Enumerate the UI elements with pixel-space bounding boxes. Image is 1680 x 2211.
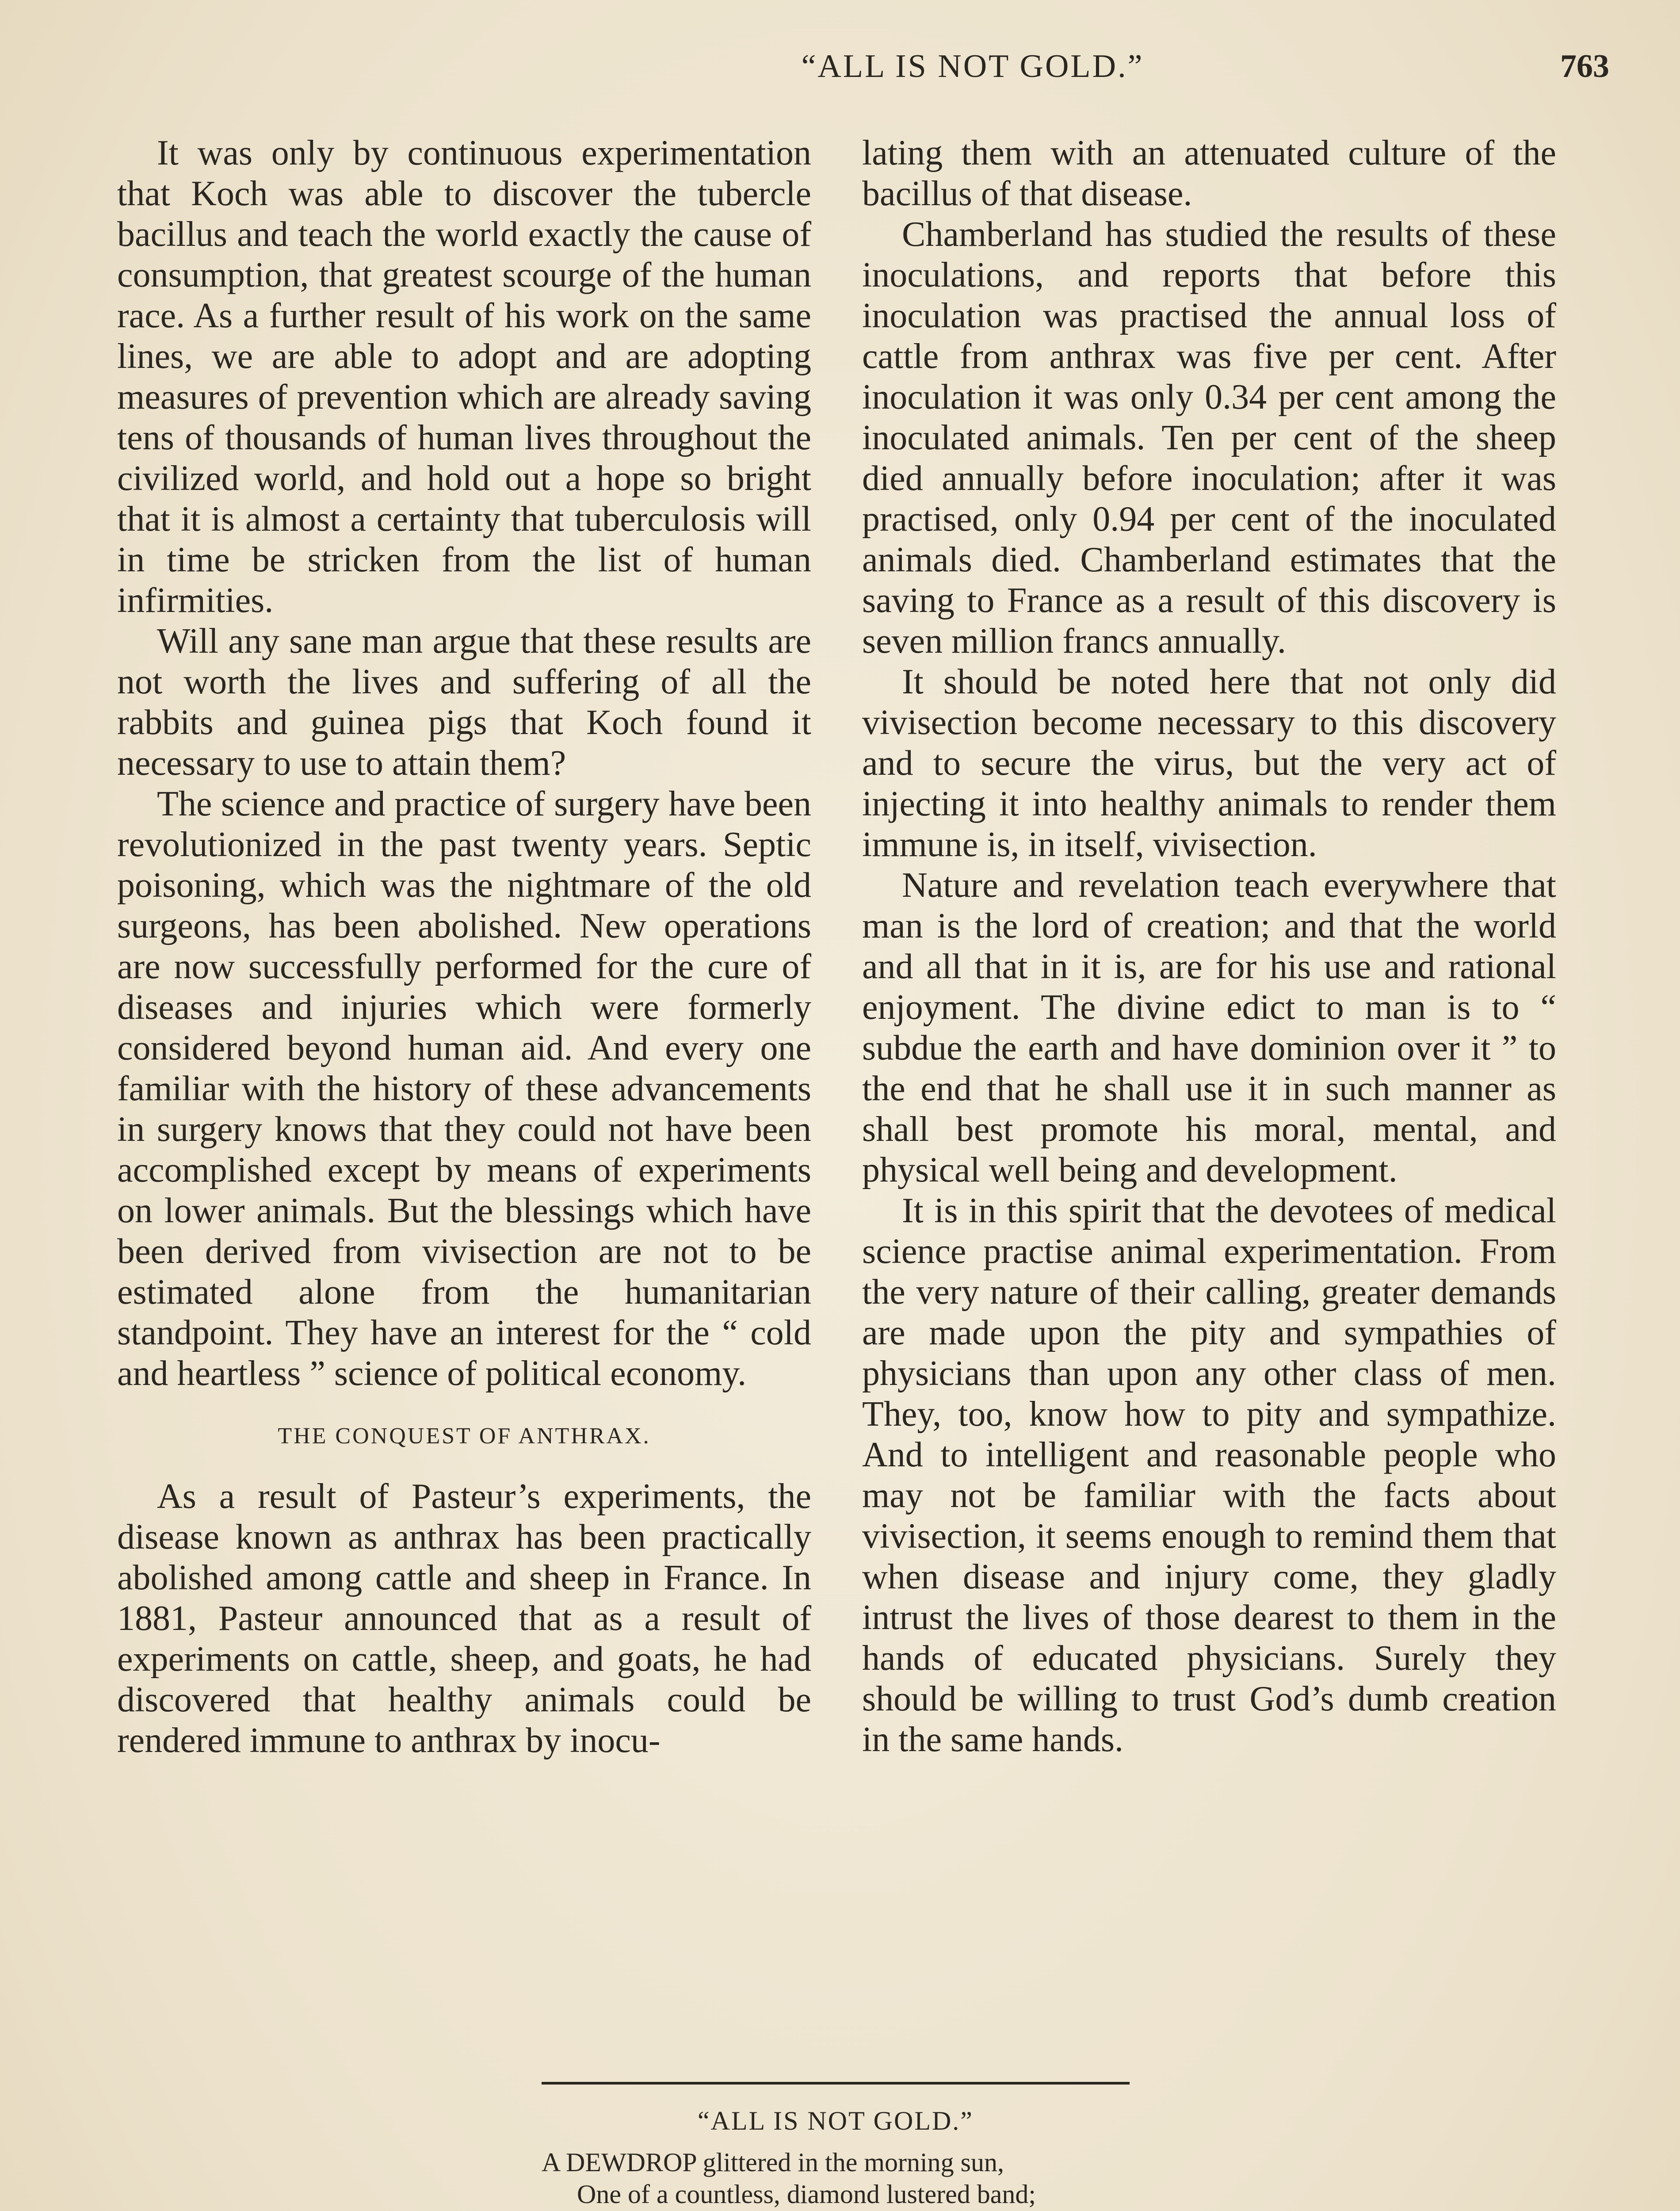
poem-line: A DEWDROP glittered in the morning sun, [542,2148,1004,2177]
paragraph: As a result of Pasteur’s experiments, the disease known as anthrax has been practically abolished among cattle and sheep in France. In 1881, Pasteur announced that as a result of experiments on cattle, sheep, and goats, he had discovered that healthy animals could be rendered immune to anthrax by inocu- [117,1477,811,1760]
paragraph: The science and practice of surgery have been revolutionized in the past twenty years. Septic poisoning, which was the nightmare of the old surgeons, has been abolished. New operations are now successfully performed for the cure of diseases and injuries which were formerly considered beyond human aid. And every one familiar with the history of these advancements in surgery knows that they could not have been accomplished except by means of experiments on lower animals. But the blessings which have been derived from vivisection are not to be estimated alone from the humanitarian standpoint. They have an interest for the “ cold and heartless ” science of political economy. [117,784,811,1393]
paragraph: It should be noted here that not only did vivisection become necessary to this discovery and to secure the virus, but the very act of injecting it into healthy animals to render them immune is, in itself, vivisection. [862,662,1556,864]
paragraph: Chamberland has studied the results of these inoculations, and reports that before this inoculation was practised the annual loss of cattle from anthrax was five per cent. After inoculation it was only 0.34 per cent among the inoculated animals. Ten per cent of the sheep died annually before inoculation; after it was practised, only 0.94 per cent of the inoculated animals died. Chamberland estimates that the saving to France as a result of this discovery is seven million francs annually. [862,215,1556,661]
right-column [862,133,1556,1760]
poem-line: One of a countless, diamond lustered band; [577,2180,1036,2209]
section-subhead: THE CONQUEST OF ANTHRAX. [278,1423,651,1449]
paragraph: Will any sane man argue that these results are not worth the lives and suffering of all the rabbits and guinea pigs that Koch found it necessary to use to attain them? [117,622,811,783]
paragraph: It was only by continuous experimentation that Koch was able to discover the tubercle bacillus and teach the world exactly the cause of consumption, that greatest scourge of the human race. As a further result of his work on the same lines, we are able to adopt and are adopting measures of prevention which are already saving tens of thousands of human lives throughout the civilized world, and hold out a hope so bright that it is almost a certainty that tuberculosis will in time be stricken from the list of human infirmities. [117,134,811,620]
divider-rule [542,2082,1130,2085]
paragraph-continuation: lating them with an attenuated culture of the bacillus of that disease. [862,134,1556,213]
running-head: “ALL IS NOT GOLD.” [801,48,1144,84]
poem-stanza [542,2146,1258,2211]
poem-title: “ALL IS NOT GOLD.” [698,2106,974,2135]
paragraph: Nature and revelation teach everywhere that man is the lord of creation; and that the world and all that in it is, are for his use and rational enjoyment. The divine edict to man is to “ subdue the earth and have dominion over it ” to the end that he shall use it in such manner as shall best promote his moral, mental, and physical well being and development. [862,866,1556,1190]
paragraph: It is in this spirit that the devotees of medical science practise animal experimentation. From the very nature of their calling, greater demands are made upon the pity and sympathies of physicians than upon any other class of men. They, too, know how to pity and sympathize. And to intelligent and reasonable people who may not be familiar with the facts about vivisection, it seems enough to remind them that when disease and injury come, they gladly intrust the lives of those dearest to them in the hands of educated physicians. Surely they should be willing to trust God’s dumb creation in the same hands. [862,1191,1556,1759]
poem [542,2105,1258,2211]
left-column [117,133,811,1761]
page-number: 763 [1560,48,1609,84]
